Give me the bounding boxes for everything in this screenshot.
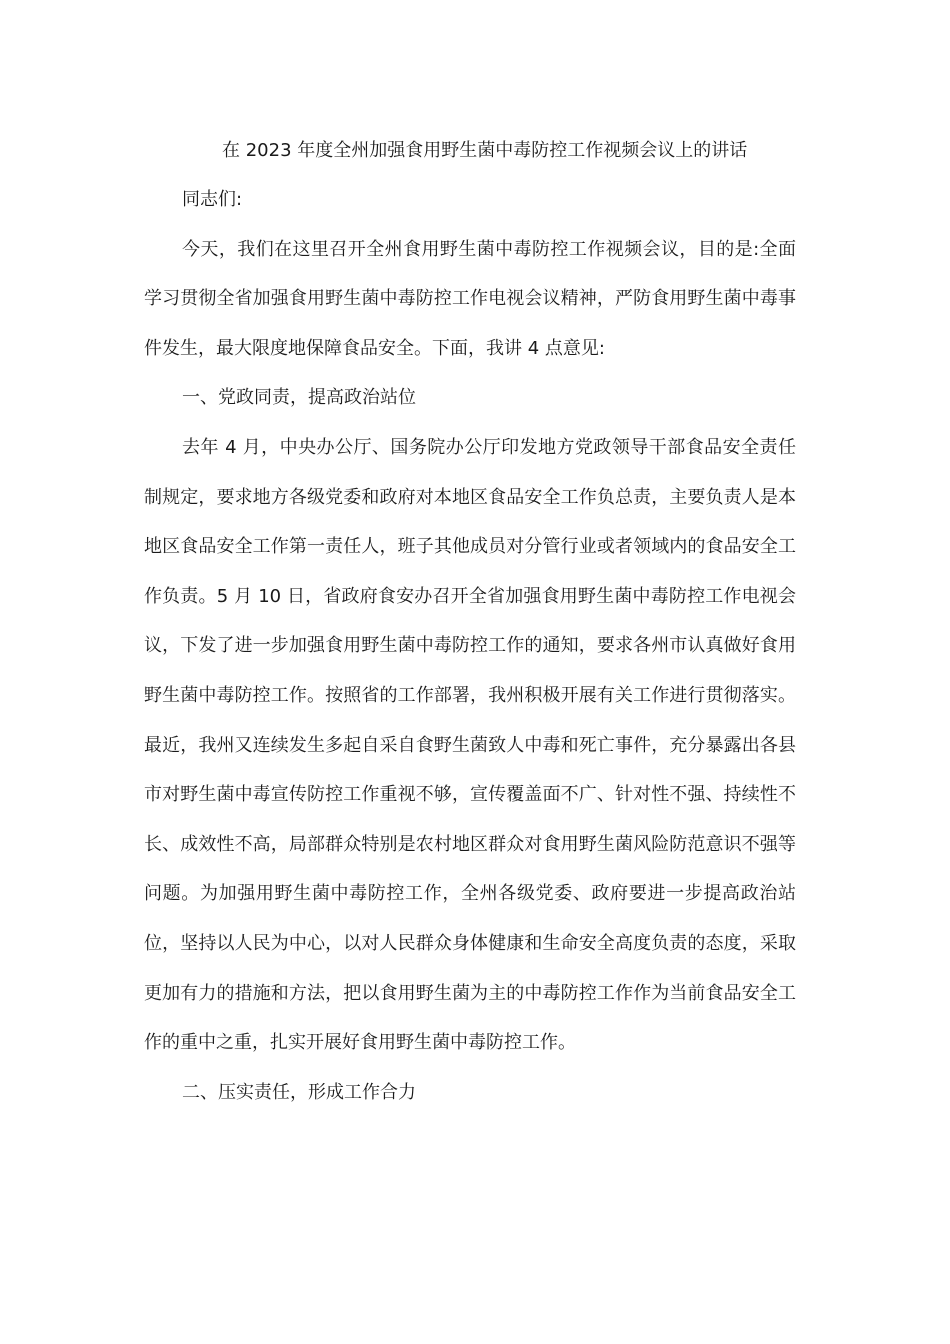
document-body [144, 132, 796, 1117]
section-heading-2: 二、压实责任，形成工作合力 [182, 1081, 416, 1103]
paragraph-section-1: 去年 4 月，中央办公厅、国务院办公厅印发地方党政领导干部食品安全责任制规定，要求地方各级党委和政府对本地区食品安全工作负总责，主要负责人是本地区食品安全工作第一责任人，班子其他成员对分管行业或者领域内的食品安全工作负责。5 月 10 日，省政府食安办召开全省加强食用野生菌中毒防控工作电视会议，下发了进一步加强食用野生菌中毒防控工作的通知，要求各州市认真做好食用野生菌中毒防控工作。按照省的工作部署，我州积极开展有关工作进行贯彻落实。最近，我州又连续发生多起自采自食野生菌致人中毒和死亡事件，充分暴露出各县市对野生菌中毒宣传防控工作重视不够，宣传覆盖面不广、针对性不强、持续性不长、成效性不高，局部群众特别是农村地区群众对食用野生菌风险防范意识不强等问题。为加强用野生菌中毒防控工作，全州各级党委、政府要进一步提高政治站位，坚持以人民为中心，以对人民群众身体健康和生命安全高度负责的态度，采取更加有力的措施和方法，把以食用野生菌为主的中毒防控工作作为当前食品安全工作的重中之重，扎实开展好食用野生菌中毒防控工作。 [144, 436, 796, 1054]
greeting: 同志们: [182, 189, 243, 210]
section-heading-1: 一、党政同责，提高政治站位 [182, 387, 416, 409]
document-title: 在 2023 年度全州加强食用野生菌中毒防控工作视频会议上的讲话 [222, 140, 748, 161]
paragraph-intro: 今天，我们在这里召开全州食用野生菌中毒防控工作视频会议，目的是:全面学习贯彻全省加强食用野生菌中毒防控工作电视会议精神，严防食用野生菌中毒事件发生，最大限度地保障食品安全。下面，我讲 4 点意见: [144, 238, 796, 359]
